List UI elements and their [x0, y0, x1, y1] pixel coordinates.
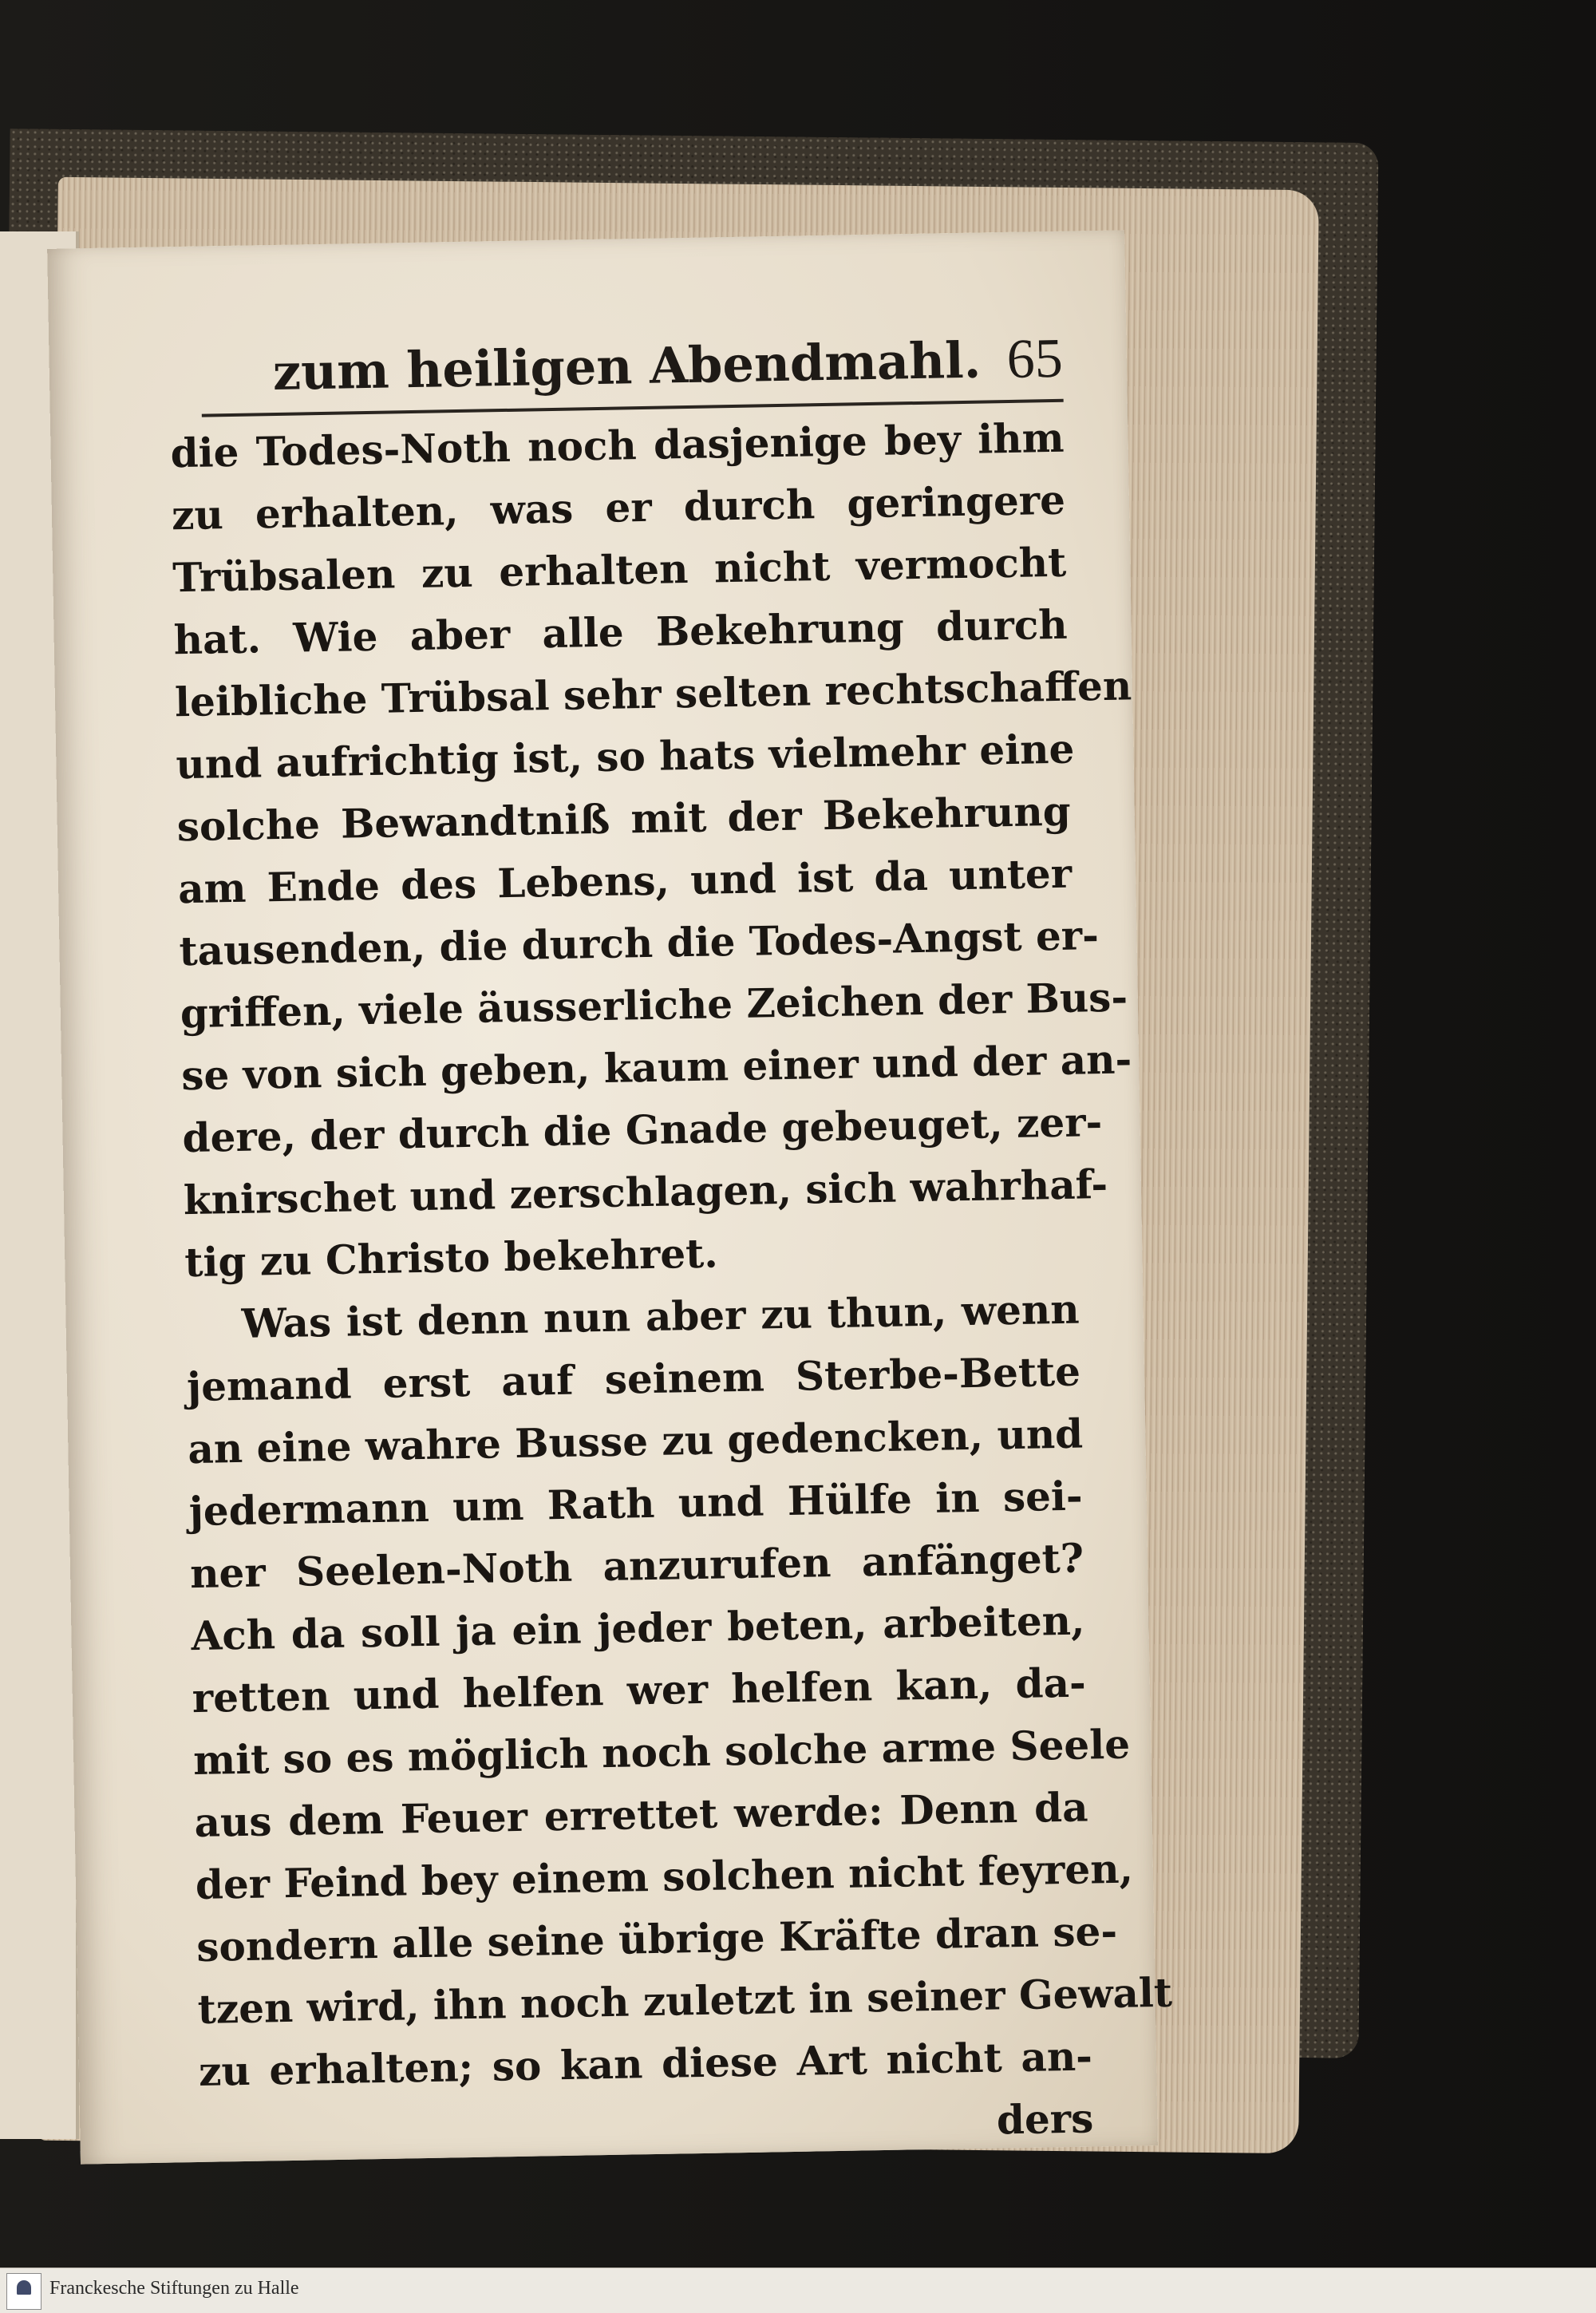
text-line: tig zu Christo bekehret. — [184, 1229, 719, 1287]
text-line: mit so es möglich noch solche arme Seele — [192, 1720, 1131, 1785]
text-line: aus dem Feuer errettet werde: Denn da — [194, 1783, 1088, 1847]
text-line: Ach da soll ja ein jeder beten, arbeiten, — [190, 1596, 1085, 1660]
text-line: tausenden, die durch die Todes-Angst er- — [179, 911, 1100, 975]
paragraph-start-line: Was ist denn nun aber zu thun, wenn — [241, 1285, 1080, 1347]
text-line: und aufrichtig ist, so hats vielmehr eine — [175, 725, 1075, 789]
text-line: Trübsalen zu erhalten nicht vermocht — [172, 538, 1067, 602]
text-line: die Todes-Noth noch dasjenige bey ihm — [170, 413, 1065, 477]
text-line: solche Bewandtniß mit der Bekehrung — [176, 787, 1072, 851]
text-line: sondern alle seine übrige Kräfte dran se- — [196, 1907, 1118, 1971]
text-line: dere, der durch die Gnade gebeuget, zer- — [182, 1098, 1103, 1162]
text-line: zu erhalten, was er durch geringere — [171, 476, 1066, 540]
book-page — [47, 230, 1173, 2164]
text-line: tzen wird, ihn noch zuletzt in seiner Gewalt — [197, 1968, 1173, 2034]
footer-bar — [0, 2268, 1596, 2313]
running-head: zum heiligen Abendmahl. — [272, 330, 982, 402]
text-line: zu erhalten; so kan diese Art nicht an- — [198, 2032, 1093, 2095]
institution-name: Franckesche Stiftungen zu Halle — [49, 2278, 299, 2299]
text-line: am Ende des Lebens, und ist da unter — [177, 849, 1073, 913]
text-line: knirschet und zerschlagen, sich wahrhaf- — [183, 1160, 1108, 1224]
text-line: der Feind bey einem solchen nicht feyren, — [195, 1844, 1134, 1909]
page-number: 65 — [1006, 327, 1064, 390]
page-header — [200, 303, 1064, 417]
text-line: an eine wahre Busse zu gedencken, und — [187, 1410, 1084, 1473]
body-text — [170, 407, 1173, 2165]
text-line: hat. Wie aber alle Bekehrung durch — [173, 600, 1069, 664]
text-line: jemand erst auf seinem Sterbe-Bette — [186, 1347, 1081, 1411]
text-line: jedermann um Rath und Hülfe in sei- — [188, 1472, 1084, 1536]
text-line: ner Seelen-Noth anzurufen anfänget? — [189, 1534, 1084, 1598]
text-line: se von sich geben, kaum einer und der an- — [180, 1035, 1132, 1100]
institution-logo-icon — [6, 2273, 41, 2310]
text-line: leibliche Trübsal sehr selten rechtschaffen — [174, 662, 1132, 726]
catchword: ders — [996, 2094, 1094, 2144]
text-line: retten und helfen wer helfen kan, da- — [192, 1659, 1087, 1722]
text-line: griffen, viele äusserliche Zeichen der Bus- — [180, 973, 1128, 1038]
